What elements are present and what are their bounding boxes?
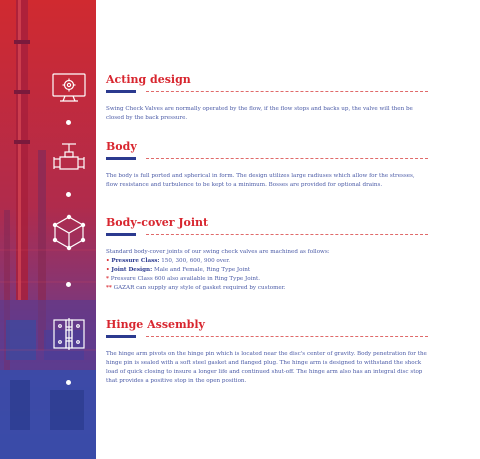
- section-text: Swing Check Valves are normally operated by the flow, if the flow stops and backs up, the valve will then be closed by the back pressure.: [106, 106, 413, 121]
- section-title: Body: [106, 140, 137, 153]
- list-value: Male and Female, Ring Type Joint: [153, 267, 251, 273]
- list-bullet: •: [106, 267, 110, 273]
- section-acting-design: [106, 73, 428, 123]
- divider-bar: [106, 157, 136, 160]
- timeline-dot: [66, 192, 71, 197]
- section-title: Acting design: [106, 73, 191, 86]
- section-body: [106, 350, 428, 386]
- section-body: [106, 172, 428, 190]
- section-body-cover-joint: [106, 216, 428, 293]
- list-value: GAZAR can supply any style of gasket required by customer.: [113, 285, 286, 291]
- timeline-dot: [66, 380, 71, 385]
- section-body: [106, 248, 428, 293]
- divider-bar: [106, 90, 136, 93]
- hinge-icon: [50, 315, 88, 353]
- divider-dashes: [146, 91, 428, 92]
- section-text: The hinge arm pivots on the hinge pin which is located near the disc's center of gravity. Body penetration for the hinge pin is sealed with a soft steel gasket and flanged plug. The hinge arm is designed to withstand the shock load of quick closing to insure a longer life and continued shut-off. The hinge arm also has an integral disc stop that provides a positive stop in the open position.: [106, 351, 427, 384]
- list-label: Joint Design:: [111, 267, 153, 273]
- section-divider: [106, 90, 428, 96]
- timeline-dot: [66, 282, 71, 287]
- section-divider: [106, 335, 428, 341]
- section-body-design: [106, 140, 428, 190]
- monitor-gear-icon: [50, 68, 88, 106]
- cube-icon: [50, 213, 88, 251]
- section-title: Hinge Assembly: [106, 318, 205, 331]
- divider-bar: [106, 233, 136, 236]
- divider-bar: [106, 335, 136, 338]
- divider-dashes: [146, 336, 428, 337]
- list-item: [106, 284, 428, 293]
- timeline-dot: [66, 120, 71, 125]
- list-value: Pressure Class 600 also available in Ring Type Joint.: [110, 276, 261, 282]
- divider-dashes: [146, 234, 428, 235]
- section-body: [106, 105, 428, 123]
- section-intro: Standard body-cover joints of our swing check valves are machined as follows:: [106, 249, 330, 255]
- list-label: Pressure Class:: [111, 258, 160, 264]
- section-text: The body is full ported and spherical in form. The design utilizes large radiuses which allow for the stresses, flow resistance and turbulence to be kept to a minimum. Bosses are provided for optional drains.: [106, 173, 415, 188]
- section-hinge-assembly: [106, 318, 428, 386]
- list-value: 150, 300, 600, 900 over.: [161, 258, 231, 264]
- valve-icon: [50, 139, 88, 177]
- divider-dashes: [146, 158, 428, 159]
- list-bullet: *: [106, 276, 109, 282]
- list-item: [106, 257, 428, 266]
- section-divider: [106, 233, 428, 239]
- list-bullet: **: [106, 285, 112, 291]
- list-item: [106, 275, 428, 284]
- section-title: Body-cover Joint: [106, 216, 209, 229]
- section-divider: [106, 157, 428, 163]
- sidebar-photo: [0, 0, 96, 459]
- list-bullet: •: [106, 258, 110, 264]
- list-item: [106, 266, 428, 275]
